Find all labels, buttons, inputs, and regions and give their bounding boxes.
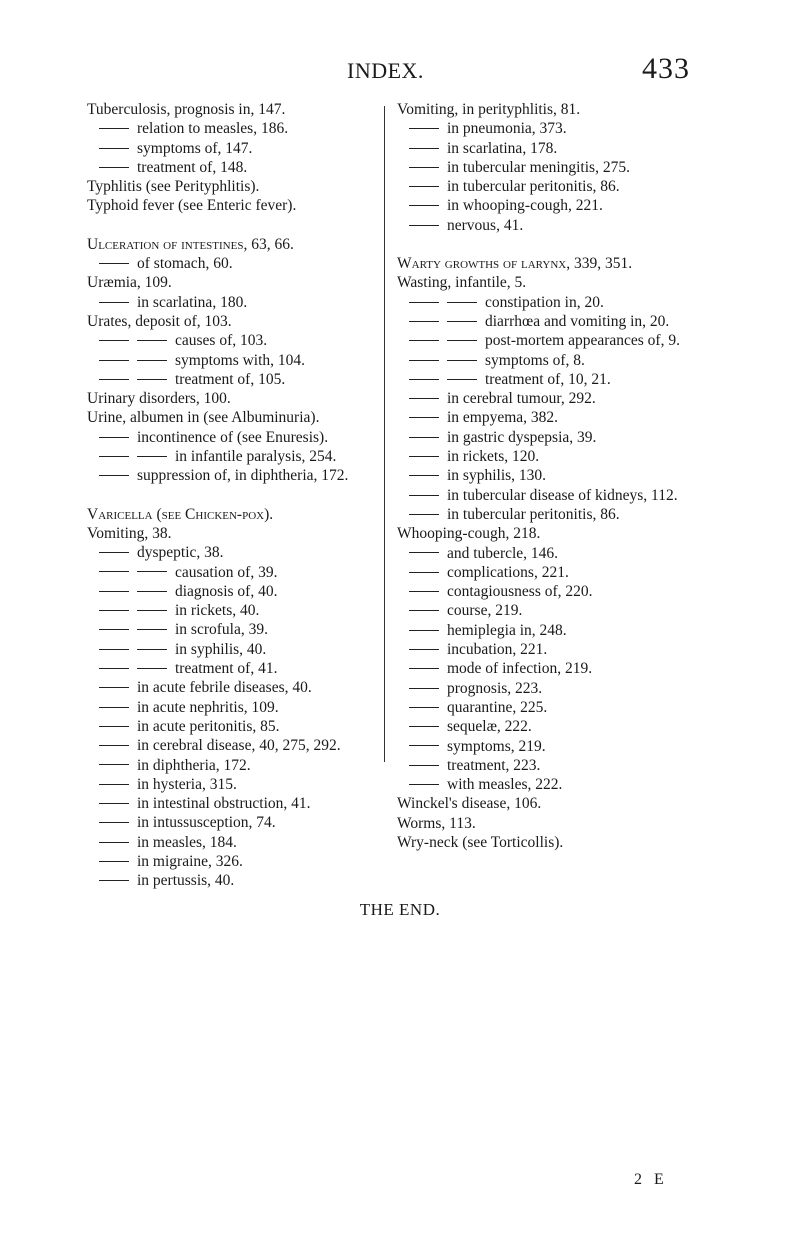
entry-text: in syphilis, 130. — [447, 467, 547, 485]
index-subentry — [397, 505, 715, 524]
page-title: INDEX. — [347, 58, 424, 83]
entry-text: prognosis, 223. — [447, 679, 543, 697]
entry-text: nervous, 41. — [447, 216, 524, 234]
index-subentry — [87, 331, 369, 350]
entry-text: contagiousness of, 220. — [447, 583, 593, 601]
end-text: THE END. — [359, 900, 441, 919]
entry-text: treatment, 223. — [447, 756, 541, 774]
index-subentry — [87, 698, 369, 717]
ditto-dash — [99, 707, 129, 708]
entry-text: in scarlatina, 180. — [137, 293, 248, 311]
ditto-dash — [447, 321, 477, 322]
index-subentry — [87, 756, 369, 775]
entry-text: in acute nephritis, 109. — [137, 698, 279, 716]
ditto-dash — [99, 475, 129, 476]
ditto-dash — [99, 591, 129, 592]
page-header — [0, 52, 800, 92]
ditto-dash — [447, 360, 477, 361]
entry-text: in tubercular disease of kidneys, 112. — [447, 486, 678, 504]
index-subentry — [397, 119, 715, 138]
entry-text: in infantile paralysis, 254. — [175, 448, 337, 466]
entry-text: constipation in, 20. — [485, 293, 604, 311]
index-subentry — [397, 370, 715, 389]
entry-text: quarantine, 225. — [447, 698, 548, 716]
ditto-dash — [99, 340, 129, 341]
index-subentry — [87, 447, 369, 466]
entry-text: in tubercular meningitis, 275. — [447, 158, 630, 176]
index-subentry — [397, 775, 715, 794]
ditto-dash — [409, 417, 439, 418]
entry-text: symptoms of, 8. — [485, 351, 585, 369]
ditto-dash — [99, 764, 129, 765]
index-subentry — [87, 582, 369, 601]
ditto-dash — [99, 302, 129, 303]
entry-text: in cerebral tumour, 292. — [447, 390, 596, 408]
index-subentry — [397, 756, 715, 775]
index-subentry — [397, 389, 715, 408]
ditto-dash — [99, 842, 129, 843]
index-subentry — [87, 620, 369, 639]
index-subentry — [397, 312, 715, 331]
entry-text: Vomiting, 38. — [87, 524, 172, 542]
index-subentry — [397, 177, 715, 196]
ditto-dash — [409, 630, 439, 631]
index-subentry — [397, 466, 715, 485]
entry-text: post-mortem appearances of, 9. — [485, 332, 680, 350]
entry-text: in pertussis, 40. — [137, 872, 235, 890]
ditto-dash — [137, 360, 167, 361]
index-subentry — [397, 196, 715, 215]
ditto-dash — [409, 572, 439, 573]
index-subentry — [87, 543, 369, 562]
ditto-dash — [137, 668, 167, 669]
ditto-dash — [137, 456, 167, 457]
entry-text: with measles, 222. — [447, 776, 563, 794]
ditto-dash — [409, 398, 439, 399]
ditto-dash — [409, 379, 439, 380]
entry-text: symptoms of, 147. — [137, 139, 253, 157]
entry-text: in tubercular peritonitis, 86. — [447, 178, 620, 196]
entry-text: sequelæ, 222. — [447, 718, 532, 736]
index-subentry — [397, 563, 715, 582]
entry-text: in empyema, 382. — [447, 409, 559, 427]
index-subentry — [397, 601, 715, 620]
entry-text: in scarlatina, 178. — [447, 139, 558, 157]
entry-text: treatment of, 148. — [137, 158, 248, 176]
ditto-dash — [447, 340, 477, 341]
index-subentry — [397, 621, 715, 640]
ditto-dash — [409, 340, 439, 341]
column-divider — [384, 106, 385, 762]
ditto-dash — [409, 668, 439, 669]
entry-text: Tuberculosis, prognosis in, 147. — [87, 101, 286, 118]
index-subentry — [397, 428, 715, 447]
ditto-dash — [409, 302, 439, 303]
ditto-dash — [409, 495, 439, 496]
entry-text: Varicella (see Chicken-pox). — [87, 505, 274, 523]
ditto-dash — [409, 205, 439, 206]
ditto-dash — [409, 745, 439, 746]
index-column-right — [397, 100, 715, 852]
ditto-dash — [409, 591, 439, 592]
index-subentry — [397, 640, 715, 659]
ditto-dash — [409, 688, 439, 689]
signature-mark: 2 E — [634, 1171, 668, 1188]
ditto-dash — [99, 552, 129, 553]
entry-text: dyspeptic, 38. — [137, 544, 224, 562]
entry-text: in whooping-cough, 221. — [447, 197, 603, 215]
index-subentry — [397, 659, 715, 678]
entry-text: causation of, 39. — [175, 563, 278, 581]
ditto-dash — [99, 379, 129, 380]
entry-text: Whooping-cough, 218. — [397, 525, 541, 543]
ditto-dash — [99, 687, 129, 688]
ditto-dash — [99, 880, 129, 881]
index-subentry — [87, 640, 369, 659]
entry-text: Typhlitis (see Perityphlitis). — [87, 178, 260, 196]
entry-text: Urine, albumen in (see Albuminuria). — [87, 409, 320, 427]
index-subentry — [87, 563, 369, 582]
entry-text: incontinence of (see Enuresis). — [137, 428, 329, 446]
ditto-dash — [99, 784, 129, 785]
entry-text: in pneumonia, 373. — [447, 120, 567, 138]
entry-text: in hysteria, 315. — [137, 775, 237, 793]
ditto-dash — [409, 437, 439, 438]
entry-text: in gastric dyspepsia, 39. — [447, 428, 597, 446]
ditto-dash — [137, 610, 167, 611]
ditto-dash — [99, 437, 129, 438]
ditto-dash — [409, 321, 439, 322]
ditto-dash — [99, 167, 129, 168]
entry-text: Wry-neck (see Torticollis). — [397, 833, 564, 851]
ditto-dash — [409, 167, 439, 168]
ditto-dash — [447, 302, 477, 303]
ditto-dash — [409, 186, 439, 187]
section-gap — [87, 216, 369, 235]
entry-text: causes of, 103. — [175, 332, 268, 350]
ditto-dash — [409, 552, 439, 553]
index-subentry — [397, 408, 715, 427]
ditto-dash — [99, 649, 129, 650]
index-subentry — [87, 351, 369, 370]
entry-text: in rickets, 40. — [175, 602, 260, 620]
ditto-dash — [99, 263, 129, 264]
entry-text: in intestinal obstruction, 41. — [137, 795, 311, 813]
ditto-dash — [99, 803, 129, 804]
index-entry — [397, 273, 715, 292]
ditto-dash — [99, 861, 129, 862]
ditto-dash — [409, 707, 439, 708]
index-entry — [87, 524, 369, 543]
index-entry — [87, 235, 369, 254]
index-subentry — [87, 139, 369, 158]
index-subentry — [87, 794, 369, 813]
index-entry — [87, 100, 369, 119]
entry-text: in acute peritonitis, 85. — [137, 717, 280, 735]
index-subentry — [87, 158, 369, 177]
ditto-dash — [409, 765, 439, 766]
index-subentry — [87, 678, 369, 697]
index-subentry — [397, 486, 715, 505]
ditto-dash — [409, 360, 439, 361]
entry-text: in intussusception, 74. — [137, 814, 276, 832]
index-entry — [397, 794, 715, 813]
index-entry — [87, 312, 369, 331]
entry-text: in acute febrile diseases, 40. — [137, 679, 312, 697]
index-entry — [87, 389, 369, 408]
entry-text: in tubercular peritonitis, 86. — [447, 505, 620, 523]
entry-text: Ulceration of intestines, 63, 66. — [87, 235, 294, 253]
ditto-dash — [409, 456, 439, 457]
entry-text: hemiplegia in, 248. — [447, 621, 567, 639]
entry-text: Winckel's disease, 106. — [397, 795, 542, 813]
index-subentry — [87, 813, 369, 832]
section-gap — [397, 235, 715, 254]
entry-text: symptoms with, 104. — [175, 351, 306, 369]
entry-text: treatment of, 105. — [175, 370, 286, 388]
ditto-dash — [409, 649, 439, 650]
page-number: 433 — [642, 52, 690, 85]
index-entry — [87, 196, 369, 215]
index-subentry — [397, 717, 715, 736]
index-subentry — [87, 119, 369, 138]
ditto-dash — [137, 591, 167, 592]
ditto-dash — [99, 148, 129, 149]
index-entry — [87, 273, 369, 292]
ditto-dash — [137, 571, 167, 572]
index-subentry — [87, 852, 369, 871]
ditto-dash — [99, 360, 129, 361]
index-entry — [397, 254, 715, 273]
ditto-dash — [99, 571, 129, 572]
index-subentry — [87, 775, 369, 794]
index-entry — [397, 814, 715, 833]
ditto-dash — [409, 610, 439, 611]
index-subentry — [397, 737, 715, 756]
entry-text: treatment of, 10, 21. — [485, 370, 611, 388]
ditto-dash — [99, 128, 129, 129]
index-subentry — [87, 370, 369, 389]
entry-text: Warty growths of larynx, 339, 351. — [397, 255, 633, 273]
ditto-dash — [99, 726, 129, 727]
entry-text: treatment of, 41. — [175, 660, 278, 678]
index-subentry — [87, 871, 369, 890]
ditto-dash — [137, 340, 167, 341]
index-subentry — [397, 447, 715, 466]
entry-text: in diphtheria, 172. — [137, 756, 251, 774]
ditto-dash — [447, 379, 477, 380]
index-subentry — [87, 736, 369, 755]
entry-text: mode of infection, 219. — [447, 660, 593, 678]
index-entry — [397, 100, 715, 119]
index-entry — [87, 505, 369, 524]
index-subentry — [87, 254, 369, 273]
index-subentry — [87, 466, 369, 485]
index-entry — [397, 524, 715, 543]
ditto-dash — [409, 128, 439, 129]
entry-text: complications, 221. — [447, 563, 569, 581]
ditto-dash — [99, 456, 129, 457]
entry-text: diagnosis of, 40. — [175, 582, 278, 600]
ditto-dash — [409, 225, 439, 226]
entry-text: in measles, 184. — [137, 833, 237, 851]
index-subentry — [87, 293, 369, 312]
ditto-dash — [137, 649, 167, 650]
entry-text: course, 219. — [447, 602, 523, 620]
ditto-dash — [99, 668, 129, 669]
index-entry — [397, 833, 715, 852]
entry-text: in migraine, 326. — [137, 852, 243, 870]
index-subentry — [397, 139, 715, 158]
section-gap — [87, 486, 369, 505]
entry-text: Urinary disorders, 100. — [87, 390, 231, 408]
index-subentry — [397, 351, 715, 370]
entry-text: Worms, 113. — [397, 814, 476, 832]
entry-text: Wasting, infantile, 5. — [397, 274, 527, 292]
index-column-left — [87, 100, 369, 891]
ditto-dash — [137, 629, 167, 630]
entry-text: and tubercle, 146. — [447, 544, 559, 562]
entry-text: relation to measles, 186. — [137, 120, 289, 138]
entry-text: Uræmia, 109. — [87, 274, 172, 292]
index-subentry — [397, 679, 715, 698]
index-entry — [87, 408, 369, 427]
index-subentry — [87, 601, 369, 620]
index-subentry — [397, 582, 715, 601]
entry-text: in rickets, 120. — [447, 448, 540, 466]
ditto-dash — [409, 784, 439, 785]
index-subentry — [397, 158, 715, 177]
ditto-dash — [409, 475, 439, 476]
ditto-dash — [409, 514, 439, 515]
ditto-dash — [137, 379, 167, 380]
ditto-dash — [99, 745, 129, 746]
entry-text: Urates, deposit of, 103. — [87, 312, 232, 330]
index-subentry — [87, 428, 369, 447]
index-subentry — [397, 698, 715, 717]
index-entry — [87, 177, 369, 196]
entry-text: incubation, 221. — [447, 641, 548, 659]
entry-text: suppression of, in diphtheria, 172. — [137, 467, 349, 485]
index-subentry — [87, 717, 369, 736]
index-subentry — [397, 331, 715, 350]
entry-text: symptoms, 219. — [447, 737, 546, 755]
ditto-dash — [99, 822, 129, 823]
index-subentry — [87, 659, 369, 678]
entry-text: in scrofula, 39. — [175, 621, 268, 639]
entry-text: Typhoid fever (see Enteric fever). — [87, 197, 297, 215]
ditto-dash — [99, 629, 129, 630]
entry-text: of stomach, 60. — [137, 255, 233, 273]
index-subentry — [397, 544, 715, 563]
entry-text: in cerebral disease, 40, 275, 292. — [137, 737, 341, 755]
index-subentry — [87, 833, 369, 852]
index-subentry — [397, 293, 715, 312]
index-subentry — [397, 216, 715, 235]
entry-text: in syphilis, 40. — [175, 640, 267, 658]
entry-text: diarrhœa and vomiting in, 20. — [485, 312, 670, 330]
ditto-dash — [409, 148, 439, 149]
ditto-dash — [99, 610, 129, 611]
ditto-dash — [409, 726, 439, 727]
entry-text: Vomiting, in perityphlitis, 81. — [397, 101, 581, 118]
